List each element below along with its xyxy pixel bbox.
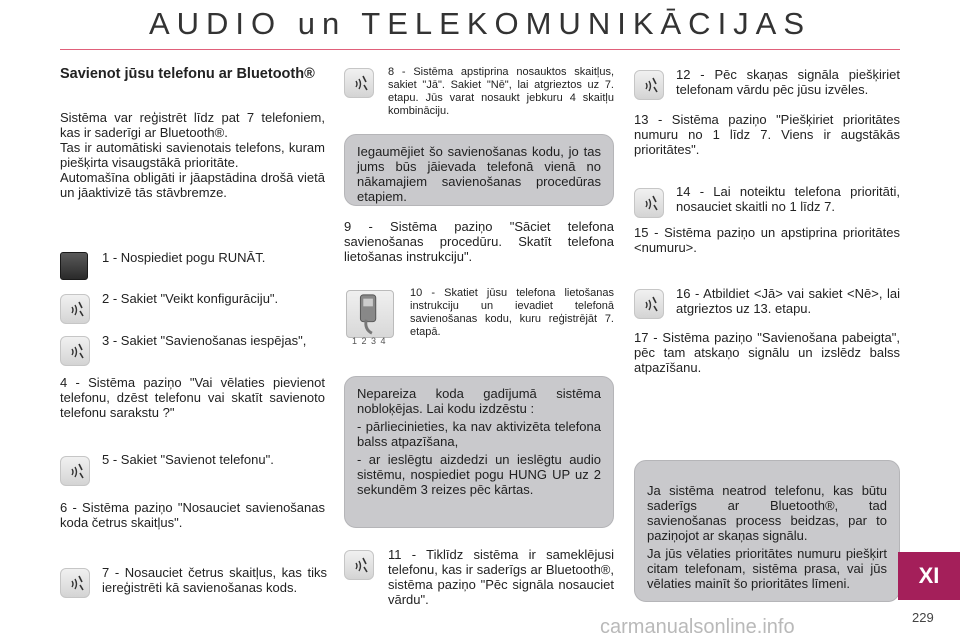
step-8: 8 - Sistēma apstiprina nosauktos skaitļus, sakiet "Jā". Sakiet "Nē", lai atgrieztos uz 7. etapu. Jūs varat nosaukt jebkuru 4 skaitļu kombināciju. [388,66,614,117]
page-title: AUDIO un TELEKOMUNIKĀCIJAS [148,6,812,41]
intro-paragraph-3: Automašīna obligāti ir jāapstādina drošā vietā un jāaktivizē tās stāvbremze. [60,170,325,200]
phone-keypad-icon [346,290,394,338]
step-5: 5 - Sakiet "Savienot telefonu". [102,452,274,467]
memo-note [344,134,614,206]
title-divider [60,49,900,50]
step-16: 16 - Atbildiet <Jā> vai sakiet <Nē>, lai atgrieztos uz 13. etapu. [676,286,900,316]
error-note-bullet-1: - pārliecinieties, ka nav aktivizēta telefona balss atpazīšana, [357,419,601,449]
step-6: 6 - Sistēma paziņo "Nosauciet savienošanas koda četrus skaitļus". [60,500,325,530]
step-12: 12 - Pēc skaņas signāla piešķiriet telefonam vārdu pēc jūsu izvēles. [676,67,900,97]
step-9: 9 - Sistēma paziņo "Sāciet telefona savienošanas procedūru. Skatīt telefona lietošanas instrukciju". [344,219,614,264]
intro-paragraph-2: Tas ir automātiski savienotais telefons, kuram piešķirta visaugstākā prioritāte. [60,140,325,170]
error-note-intro: Nepareiza koda gadījumā sistēma nobloķējas. Lai kodu izdzēstu : [357,386,601,416]
intro-paragraph-1: Sistēma var reģistrēt līdz pat 7 telefoniem, kas ir saderīgi ar Bluetooth®. [60,110,325,140]
step-13: 13 - Sistēma paziņo "Piešķiriet prioritātes numuru no 1 līdz 7. Viens ir augstākās prioritātes". [634,112,900,157]
step-7: 7 - Nosauciet četrus skaitļus, kas tiks iereģistrēti kā savienošanas kods. [102,565,327,595]
step-2: 2 - Sakiet "Veikt konfigurāciju". [102,291,279,306]
talk-button-icon [60,252,88,280]
no-phone-note-p1: Ja sistēma neatrod telefonu, kas būtu saderīgs ar Bluetooth®, tad savienošanas process beidzas, par to paziņojot ar skaņas signālu. [647,483,887,543]
section-tab: XI [898,552,960,600]
section-heading: Savienot jūsu telefonu ar Bluetooth® [60,66,315,82]
step-1: 1 - Nospiediet pogu RUNĀT. [102,250,266,265]
no-phone-note [634,460,900,602]
no-phone-note-p2: Ja jūs vēlaties prioritātes numuru piešķirt citam telefonam, sistēma prasa, vai jūs vēlaties mainīt šo prioritātes līmeni. [647,546,887,591]
voice-command-icon [60,336,90,366]
voice-command-icon [634,70,664,100]
memo-note-text: Iegaumējiet šo savienošanas kodu, jo tas jums būs jāievada telefonā vienā no nākamajiem savienošanas procedūras etapiem. [357,144,601,204]
voice-command-icon [634,289,664,319]
step-14: 14 - Lai noteiktu telefona prioritāti, nosauciet skaitli no 1 līdz 7. [676,184,900,214]
voice-command-icon [634,188,664,218]
watermark: carmanualsonline.info [600,616,795,638]
voice-command-icon [344,550,374,580]
error-note [344,376,614,528]
error-note-bullet-2: - ar ieslēgtu aizdedzi un ieslēgtu audio sistēmu, nospiediet pogu HUNG UP uz 2 sekundēm 3 reizes pēc kārtas. [357,452,601,497]
step-15: 15 - Sistēma paziņo un apstiprina prioritātes <numuru>. [634,225,900,255]
step-3: 3 - Sakiet "Savienošanas iespējas", [102,333,307,348]
voice-command-icon [60,294,90,324]
step-11: 11 - Tiklīdz sistēma ir sameklējusi telefonu, kas ir saderīgs ar Bluetooth®, sistēma paziņo "Pēc signāla nosauciet vārdu". [388,547,614,607]
voice-command-icon [60,456,90,486]
step-4: 4 - Sistēma paziņo "Vai vēlaties pievienot telefonu, dzēst telefonu vai skatīt savienoto telefonu sarakstu ?" [60,375,325,420]
step-10: 10 - Skatiet jūsu telefona lietošanas instrukciju un ievadiet telefonā savienošanas kodu, kuru reģistrējāt 7. etapā. [410,287,614,338]
voice-command-icon [60,568,90,598]
voice-command-icon [344,68,374,98]
step-17: 17 - Sistēma paziņo "Savienošana pabeigta", pēc tam atskaņo signālu un izslēdz balss atpazīšanu. [634,330,900,375]
phone-code-digits: 1 2 3 4 [352,336,387,346]
page-number: 229 [912,610,934,625]
